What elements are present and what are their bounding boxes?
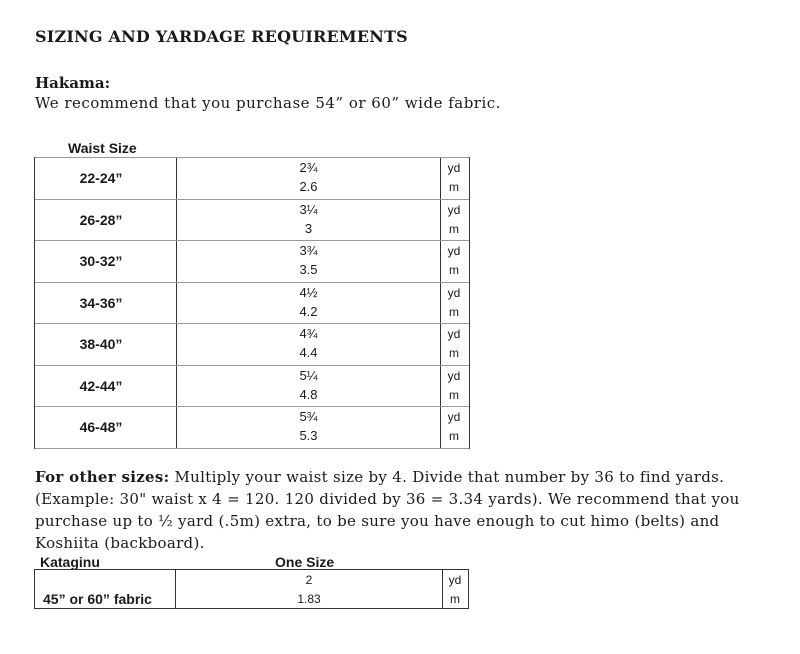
meters-value: 4.8: [299, 386, 318, 402]
yards-value: 5¼: [299, 367, 318, 383]
yards-value: 3¼: [299, 201, 318, 217]
yardage-cell: [176, 407, 441, 448]
meters-value: 5.3: [299, 428, 318, 443]
table-row: [35, 324, 469, 366]
yardage-cell: [176, 324, 441, 365]
waist-size-cell: 22-24”: [79, 170, 123, 187]
unit-yd: yd: [447, 368, 461, 383]
yards-value: 4¾: [299, 326, 318, 341]
meters-value: 4.2: [299, 303, 318, 319]
hakama-recommendation: We recommend that you purchase 54” or 60” wide fabric.: [35, 94, 501, 112]
yards-value: 4½: [299, 284, 318, 300]
meters-value: 3: [304, 220, 313, 236]
units-cell: [439, 200, 469, 241]
yards-value: 2¾: [299, 160, 318, 175]
unit-m: m: [449, 346, 459, 360]
yardage-cell: [176, 283, 441, 324]
kataginu-values-cell: [176, 570, 443, 608]
table-row: [35, 283, 469, 325]
kataginu-fabric-cell: [35, 570, 176, 608]
units-cell: [439, 158, 469, 199]
waist-size-header: Waist Size: [68, 140, 137, 156]
unit-m: m: [449, 263, 459, 277]
unit-m: m: [449, 304, 459, 319]
unit-yd: yd: [447, 161, 461, 175]
hakama-heading: Hakama:: [35, 74, 111, 92]
units-cell: [439, 366, 469, 407]
other-sizes-paragraph: [35, 466, 775, 554]
one-size-header: One Size: [275, 554, 335, 570]
table-row: [35, 407, 469, 449]
page-title: SIZING AND YARDAGE REQUIREMENTS: [35, 27, 408, 46]
yardage-cell: [176, 241, 441, 282]
units-cell: [439, 324, 469, 365]
table-row: [35, 157, 469, 200]
waist-size-cell: 34-36”: [79, 294, 123, 311]
meters-value: 4.4: [299, 345, 318, 360]
other-sizes-lead: For other sizes:: [35, 468, 170, 486]
yards-value: 3¾: [299, 243, 318, 258]
table-row: [35, 366, 469, 408]
unit-yd: yd: [447, 244, 461, 258]
yardage-cell: [176, 366, 441, 407]
unit-yd: yd: [447, 410, 461, 424]
unit-yd: yd: [447, 327, 461, 341]
kataginu-yards-value: 2: [305, 573, 313, 587]
unit-m: m: [449, 387, 459, 402]
kataginu-unit-m: m: [450, 592, 460, 606]
unit-yd: yd: [447, 285, 461, 300]
kataginu-label: Kataginu: [40, 554, 100, 570]
kataginu-meters-value: 1.83: [297, 592, 321, 606]
kataginu-unit-yd: yd: [448, 573, 462, 587]
meters-value: 2.6: [299, 179, 318, 194]
waist-size-cell: 26-28”: [79, 211, 123, 228]
kataginu-units-cell: [442, 570, 468, 608]
waist-size-cell: 30-32”: [79, 253, 123, 270]
units-cell: [439, 241, 469, 282]
yards-value: 5¾: [299, 409, 318, 424]
units-cell: [439, 283, 469, 324]
table-row: [35, 200, 469, 242]
unit-m: m: [449, 180, 459, 194]
unit-yd: yd: [447, 202, 461, 217]
other-sizes-text: Multiply your waist size by 4. Divide that number by 36 to find yards. (Example: 30" waist x 4 = 120. 120 divided by 36 = 3.34 yards). We recommend that you purchase up to ½ yard (.5m) extra, to be sure you have enough to cut himo (belts) and Koshiita (backboard).: [35, 468, 740, 552]
kataginu-fabric-label: 45” or 60” fabric: [43, 591, 152, 607]
meters-value: 3.5: [299, 262, 318, 277]
unit-m: m: [449, 429, 459, 443]
yardage-cell: [176, 158, 441, 199]
table-row: [35, 241, 469, 283]
waist-size-cell: 38-40”: [79, 336, 123, 353]
units-cell: [439, 407, 469, 448]
unit-m: m: [449, 221, 459, 236]
hakama-yardage-table: [34, 157, 470, 449]
waist-size-cell: 46-48”: [79, 419, 123, 436]
yardage-cell: [176, 200, 441, 241]
kataginu-yardage-table: [34, 569, 469, 609]
waist-size-cell: 42-44”: [79, 377, 123, 394]
